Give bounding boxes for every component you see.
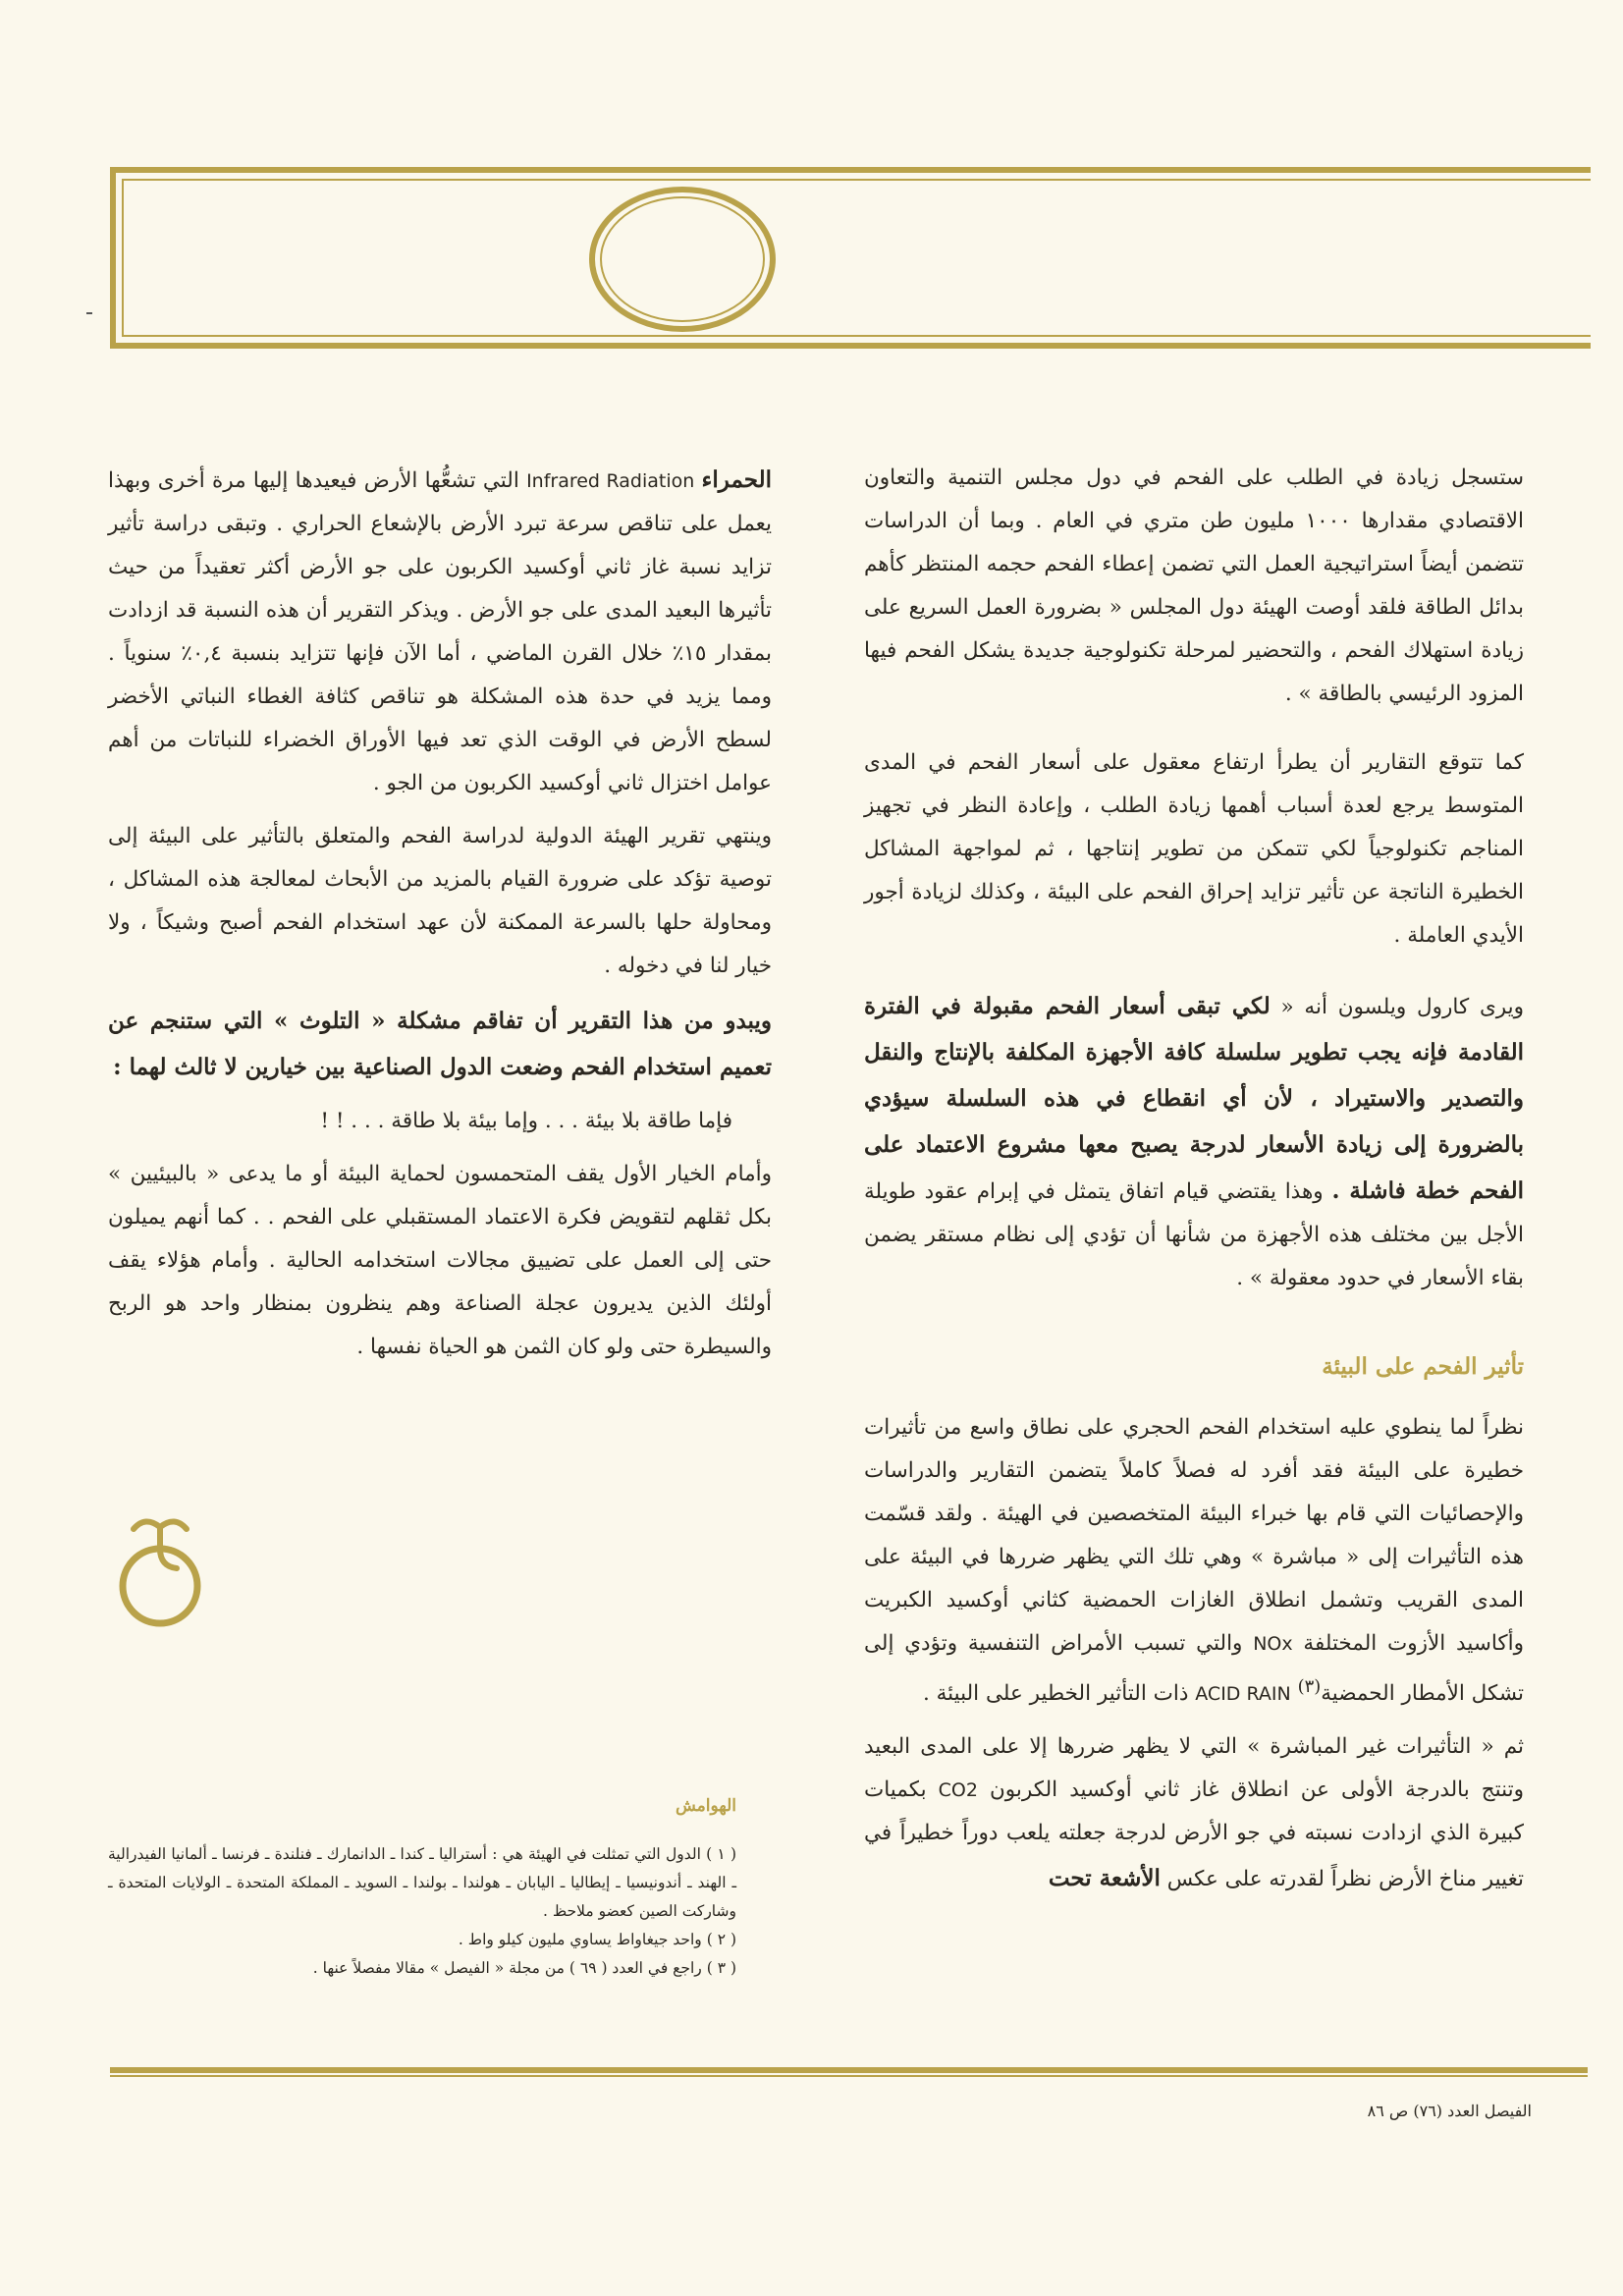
footnote-ref: (٣) [1297,1676,1322,1697]
paragraph [864,1406,1524,1716]
header-ring-inner [600,196,765,322]
paragraph: وينتهي تقرير الهيئة الدولية لدراسة الفحم والمتعلق بالتأثير على البيئة إلى توصية تؤكد على ضرورة القيام بالمزيد من الأبحاث لمعالجة هذه المشاكل ، ومحاولة حلها بالسرعة الممكنة لأن عهد استخدام الفحم أصبح وشيكاً ، ولا خيار لنا في دخوله . [108,824,772,978]
footnote-item: ( ١ ) الدول التي تمثلت في الهيئة هي : أستراليا ـ كندا ـ الدانمارك ـ فنلندة ـ فرنسا ـ ألمانيا الفيدرالية ـ الهند ـ أندونيسيا ـ إيطاليا ـ اليابان ـ هولندا ـ بولندا ـ السويد ـ المملكة المتحدة ـ الولايات المتحدة ـ وشاركت الصين كعضو ملاحظ . [108,1845,736,1920]
text-run: بكميات كبيرة الذي ازدادت نسبته في جو الأرض لدرجة جعلته يلعب دوراً خطيراً في تغيير مناخ الأرض نظراً لقدرته على عكس [864,1777,1524,1892]
section-heading: تأثير الفحم على البيئة [1322,1353,1524,1380]
latin-term: Infrared Radiation [526,470,695,492]
paragraph [108,457,772,805]
page-footer: الفيصل العدد (٧٦) ص ٨٦ [1367,2102,1532,2120]
right-text-column [864,457,1524,1911]
paragraph: وأمام الخيار الأول يقف المتحمسون لحماية البيئة أو ما يدعى « بالبيئيين » بكل ثقلهم لتقويض فكرة الاعتماد المستقبلي على الفحم . . كما أنهم يميلون حتى إلى العمل على تضييق مجالات استخدامه الحالية . وأمام هؤلاء يقف أولئك الذين يديرون عجلة الصناعة وهم ينظرون بمنظار واحد هو الربح والسيطرة حتى ولو كان الثمن هو الحياة نفسها . [108,1162,772,1359]
text-run: وهذا يقتضي قيام اتفاق يتمثل في إبرام عقود طويلة الأجل بين مختلف هذه الأجهزة من شأنها أن تؤدي إلى نظام مستقر يضمن بقاء الأسعار في حدود معقولة » . [864,1179,1524,1290]
left-text-column [108,457,772,1379]
paragraph: فإما طاقة بلا بيئة . . . وإما بيئة بلا طاقة . . . ! ! [320,1109,732,1133]
paragraph: كما تتوقع التقارير أن يطرأ ارتفاع معقول على أسعار الفحم في المدى المتوسط يرجع لعدة أسباب أهمها زيادة الطلب ، وإعادة النظر في تجهيز المناجم تكنولوجياً لكي تتمكن من تطوير إنتاجها ، ثم لمواجهة المشاكل الخطيرة الناتجة عن تأثير تزايد إحراق الفحم على البيئة ، وكذلك لزيادة أجور الأيدي العاملة . [864,750,1524,948]
paragraph [864,983,1524,1300]
bold-paragraph: ويبدو من هذا التقرير أن تفاقم مشكلة « التلوث » التي ستنجم عن تعميم استخدام الفحم وضعت الدول الصناعية بين خيارين لا ثالث لهما : [108,1008,772,1080]
footnote-item: ( ٢ ) واحد جيغاواط يساوي مليون كيلو واط . [458,1931,736,1948]
latin-term: CO2 [938,1779,978,1802]
text-run: ذات التأثير الخطير على البيئة . [922,1681,1189,1707]
text-run: نظراً لما ينطوي عليه استخدام الفحم الحجري على نطاق واسع من تأثيرات خطيرة على البيئة فقد أفرد له فصلاً كاملاً يتضمن التقارير والدراسات والإحصائيات التي قام بها خبراء البيئة المتخصصين في الهيئة . ولقد قسّمت هذه التأثيرات إلى « مباشرة » وهي تلك التي يظهر ضررها في البيئة على المدى القريب وتشمل انطلاق الغازات الحمضية كثاني أوكسيد الكبريت وأكاسيد الأزوت المختلفة [864,1415,1524,1656]
stray-mark [86,312,92,314]
footnotes [108,1792,736,1983]
bold-quote: لكي تبقى أسعار الفحم مقبولة في الفترة القادمة فإنه يجب تطوير سلسلة كافة الأجهزة المكلفة بالإنتاج والنقل والتصدير والاستيراد ، لأن أي انقطاع في هذه السلسلة سيؤدي بالضرورة إلى زيادة الأسعار لدرجة يصبح معها مشروع الاعتماد على الفحم خطة فاشلة . [864,993,1524,1204]
footnotes-title: الهوامش [675,1796,736,1816]
magazine-logo-icon [106,1507,214,1635]
footnote-item: ( ٣ ) راجع في العدد ( ٦٩ ) من مجلة « الفيصل » مقالا مفصلاً عنها . [312,1959,736,1977]
bottom-rule [110,2067,1588,2077]
bold-text: الأشعة تحت [1048,1865,1161,1892]
header-frame-inner [122,179,1591,337]
text-run: والتي تسبب الأمراض التنفسية وتؤدي إلى تشكل الأمطار الحمضية [864,1631,1524,1707]
text-run: ثم « التأثيرات غير المباشرة » التي لا يظهر ضررها إلا على المدى البعيد وتنتج بالدرجة الأولى عن انطلاق غاز ثاني أوكسيد الكربون [864,1734,1524,1803]
latin-term: ACID RAIN [1195,1683,1291,1706]
text-run: التي تشعُّها الأرض فيعيدها إليها مرة أخرى وبهذا يعمل على تناقص سرعة تبرد الأرض بالإشعاع الحراري . وتبقى دراسة تأثير تزايد نسبة غاز ثاني أوكسيد الكربون على جو الأرض أكثر تعقيداً من حيث تأثيرها البعيد المدى على جو الأرض . ويذكر التقرير أن هذه النسبة قد ازدادت بمقدار ١٥٪ خلال القرن الماضي ، أما الآن فإنها تتزايد بنسبة ٠,٤٪ سنوياً . ومما يزيد في حدة هذه المشكلة هو تناقص كثافة الغطاء النباتي الأخضر لسطح الأرض في الوقت الذي تعد فيها الأوراق الخضراء للنباتات من أهم عوامل اختزال ثاني أوكسيد الكربون من الجو . [108,468,772,795]
bold-text: الحمراء [701,466,772,493]
paragraph [864,1725,1524,1901]
latin-term: NOx [1253,1633,1293,1655]
text-run: ويرى كارول ويلسون أنه « [1280,995,1525,1019]
paragraph: ستسجل زيادة في الطلب على الفحم في دول مجلس التنمية والتعاون الاقتصادي مقدارها ١٠٠٠ مليون طن متري في العام . وبما أن الدراسات تتضمن أيضاً استراتيجية العمل التي تضمن إعطاء الفحم حجمه المنتظر كأهم بدائل الطاقة فلقد أوصت الهيئة دول المجلس « بضرورة العمل السريع على زيادة استهلاك الفحم ، والتحضير لمرحلة تكنولوجية جديدة يشكل الفحم فيها المزود الرئيسي بالطاقة » . [864,465,1524,706]
